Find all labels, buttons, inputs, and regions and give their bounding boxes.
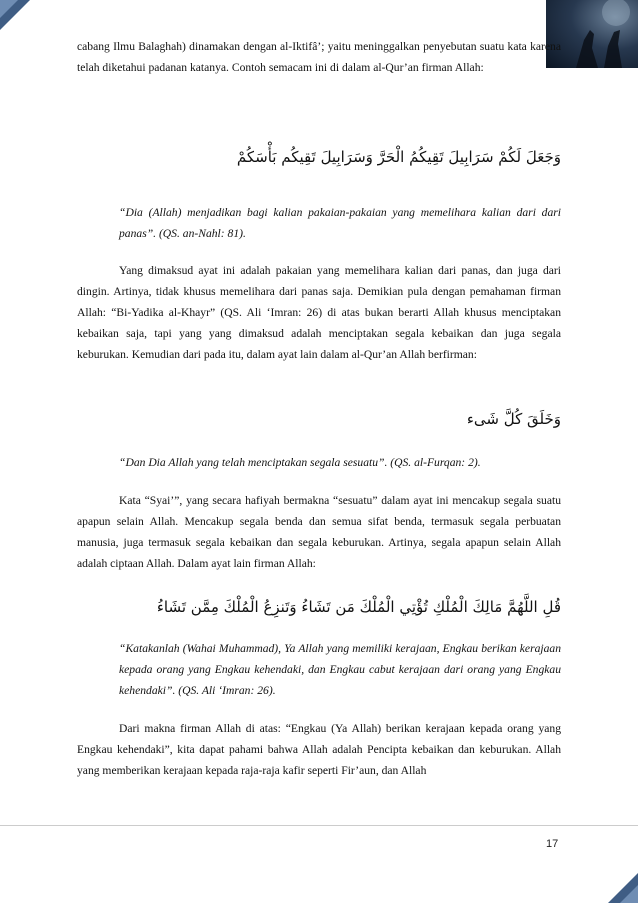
footer-divider (0, 825, 638, 826)
quote-3: “Katakanlah (Wahai Muhammad), Ya Allah yang memiliki kerajaan, Engkau berikan kerajaan kepada orang yang Engkau kehendaki, dan Engkau cabut kerajaan dari orang yang Engkau kehendaki”. (QS. Ali ‘Imran: 26). (119, 642, 561, 697)
paragraph-3-text: Kata “Syai’”, yang secara hafiyah bermakna “sesuatu” dalam ayat ini mencakup segala suatu apapun selain Allah. Mencakup segala benda dan semua sifat benda, termasuk segala perbuatan manusia, juga termasuk segala kebaikan dan segala keburukan. Artinya, segala apapun selain Allah adalah ciptaan Allah. Dalam ayat lain firman Allah: (77, 494, 561, 570)
arabic-verse-3: قُلِ اللَّهُمَّ مَالِكَ الْمُلْكِ تُؤْتِي الْمُلْكَ مَن تَشَاءُ وَتَنزِعُ الْمُلْكَ مِمَّن تَشَاءُ (156, 598, 561, 616)
quote-2: “Dan Dia Allah yang telah menciptakan segala sesuatu”. (QS. al-Furqan: 2). (119, 456, 481, 469)
page-number: 17 (546, 838, 559, 850)
paragraph-1 (77, 36, 561, 78)
paragraph-3 (77, 490, 561, 574)
paragraph-4 (77, 718, 561, 781)
paragraph-2-text: Yang dimaksud ayat ini adalah pakaian yang memelihara kalian dari panas, dan juga dari dingin. Artinya, tidak khusus memelihara dari panas saja. Demikian pula dengan pemahaman firman Allah: “Bi-Yadika al-Khayr” (QS. Ali ‘Imran: 26) di atas bukan berarti Allah khusus menciptakan kebaikan saja, tapi yang yang dimaksud adalah menciptakan segala kebaikan dan juga segala keburukan. Kemudian dari pada itu, dalam ayat lain dalam al-Qur’an Allah berfirman: (77, 264, 561, 361)
arabic-verse-1: وَجَعَلَ لَكُمْ سَرَابِيلَ تَقِيكُمُ الْحَرَّ وَسَرَابِيلَ تَقِيكُم بَأْسَكُمْ (236, 148, 561, 166)
corner-decoration-top-left-inner (0, 0, 18, 18)
paragraph-1-text: cabang Ilmu Balaghah) dinamakan dengan al-Iktifâ’; yaitu meninggalkan penyebutan suatu kata karena telah diketahui padanan katanya. Contoh semacam ini di dalam al-Qur’an firman Allah: (77, 40, 561, 74)
corner-decoration-bottom-right-inner (620, 885, 638, 903)
paragraph-2 (77, 260, 561, 365)
quote-1: “Dia (Allah) menjadikan bagi kalian pakaian-pakaian yang memelihara kalian dari dari panas”. (QS. an-Nahl: 81). (119, 206, 561, 240)
paragraph-4-text: Dari makna firman Allah di atas: “Engkau (Ya Allah) berikan kerajaan kepada orang yang Engkau kehendaki”, kita dapat pahami bahwa Allah adalah Pencipta kebaikan dan keburukan. Allah yang memberikan kerajaan kepada raja-raja kafir seperti Fir’aun, dan Allah (77, 722, 561, 777)
arabic-verse-2: وَخَلَقَ كُلَّ شَىء (466, 410, 561, 428)
